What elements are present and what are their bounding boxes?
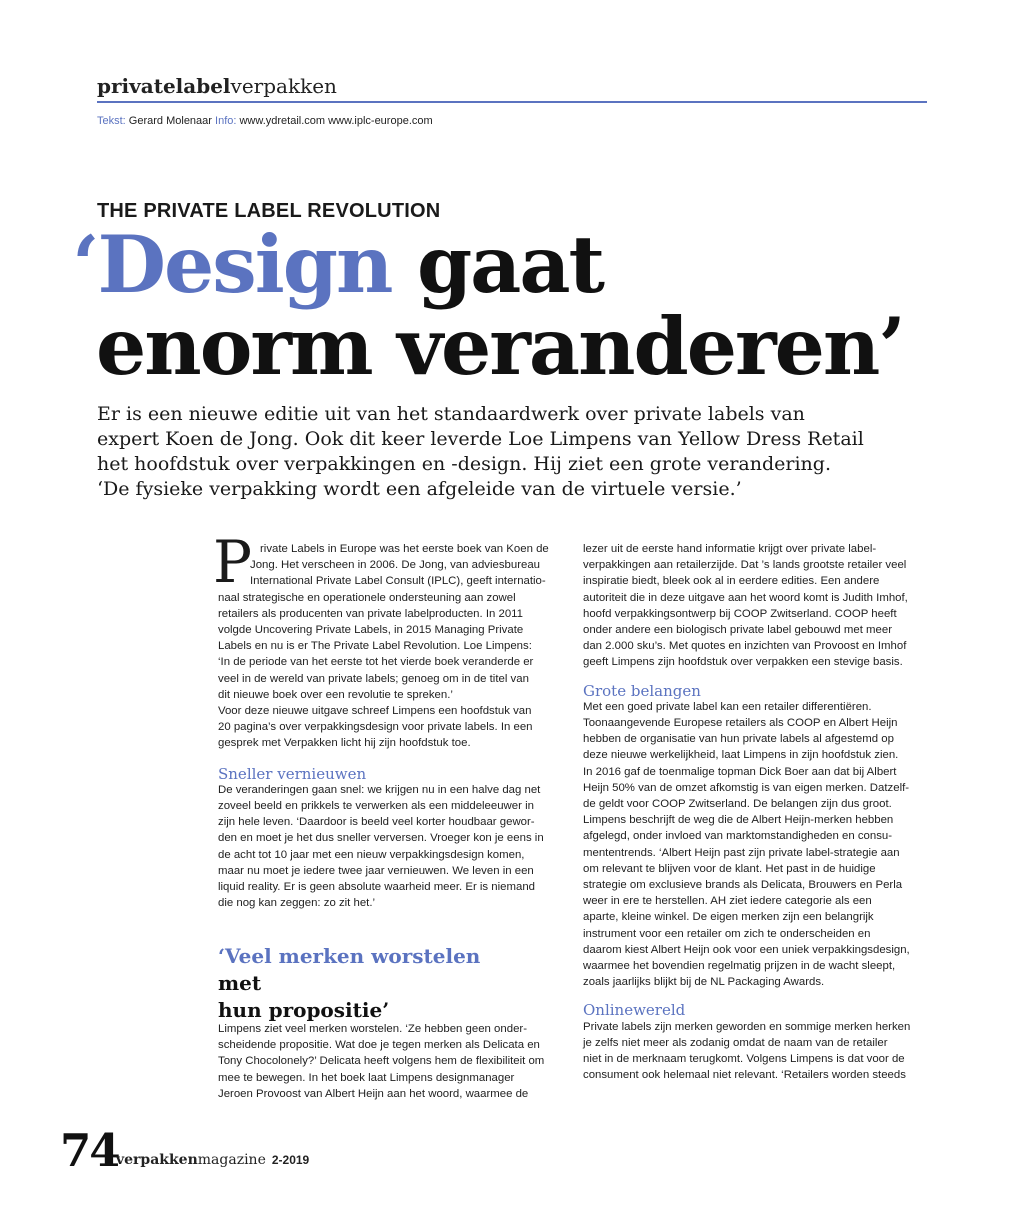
body-line: International Private Label Consult (IPLC), geeft internatio- — [250, 575, 546, 588]
body-line: dit nieuwe boek over een revolutie te spreken.’ — [218, 688, 453, 701]
pull-quote-line2: hun propositie’ — [218, 998, 390, 1022]
magazine-name-bold: verpakken — [116, 1152, 198, 1168]
body-line: scheidende propositie. Wat doe je tegen merken als Delicata en — [218, 1039, 540, 1052]
body-line: waarmee het bovendien regelmatig prijzen in de wacht sleept, — [583, 960, 896, 973]
body-line: Labels en nu is er The Private Label Revolution. Loe Limpens: — [218, 640, 532, 653]
body-line: zoals jaarlijks blijkt bij de NL Packaging Awards. — [583, 976, 825, 989]
body-line: hebben de organisatie van hun private labels al afgestemd op — [583, 733, 894, 746]
body-line: verpakkingen aan retailerzijde. Dat ’s lands grootste retailer veel — [583, 559, 907, 572]
body-line: strategie om exclusieve brands als Delicata, Brouwers en Perla — [583, 879, 903, 892]
body-line: Limpens ziet veel merken worstelen. ‘Ze hebben geen onder- — [218, 1023, 527, 1035]
body-line: Tony Chocolonely?’ Delicata heeft volgens hem de flexibiliteit om — [218, 1055, 545, 1068]
body-line: dan 2.000 sku’s. Met quotes en inzichten van Provoost en Imhof — [583, 640, 907, 653]
pull-quote-accent: ‘Veel merken worstelen — [218, 944, 481, 968]
body-line: niet in de merknaam terugkomt. Volgens Limpens is dat voor de — [583, 1053, 905, 1066]
body-line: je zelfs niet meer als zodanig omdat de naam van de retailer — [583, 1036, 888, 1049]
subheading-grote-belangen: Grote belangen — [583, 681, 701, 700]
body-line: hoofd verpakkingsontwerp bij COOP Zwitserland. COOP heeft — [583, 607, 897, 620]
headline-part1: gaat — [391, 218, 604, 311]
credit-text-label: Tekst: — [97, 115, 126, 127]
body-line: die nog kan zeggen: zo zit het.’ — [218, 897, 376, 910]
body-line: instrument voor een retailer om zich te onderscheiden en — [583, 927, 871, 940]
credit-info-label: Info: — [215, 115, 237, 127]
credits-line — [97, 115, 433, 127]
body-line: mententrends. ‘Albert Heijn past zijn private label-strategie aan — [583, 846, 900, 859]
body-line: De veranderingen gaan snel: we krijgen nu in een halve dag net — [218, 783, 541, 796]
body-line: Jeroen Provoost van Albert Heijn aan het woord, waarmee de — [218, 1087, 529, 1100]
article-intro — [97, 402, 917, 502]
section-title-rest: verpakken — [230, 74, 337, 98]
section-title-bold: privatelabel — [97, 74, 231, 98]
body-line: de geldt voor COOP Zwitserland. De belangen zijn dus groot. — [583, 798, 892, 811]
body-line: retailers als producenten van private labelproducten. In 2011 — [218, 607, 523, 620]
body-column-left — [218, 541, 568, 911]
body-line: gesprek met Verpakken licht hij zijn hoofdstuk toe. — [218, 737, 471, 750]
body-line: Jong. Het verscheen in 2006. De Jong, van adviesbureau — [250, 559, 541, 572]
body-line: maar nu moet je iedere twee jaar vernieuwen. We leven in een — [218, 864, 534, 877]
pull-quote-part1: met — [218, 971, 262, 995]
magazine-footer — [116, 1152, 309, 1168]
credit-author: Gerard Molenaar — [128, 115, 212, 127]
body-line: liquid reality. Er is geen absolute waarheid meer. Er is niemand — [218, 881, 535, 894]
subheading-onlinewereld: Onlinewereld — [583, 1001, 686, 1020]
article-headline — [72, 218, 972, 393]
body-line: aparte, kleine winkel. De eigen merken zijn een belangrijk — [583, 911, 874, 924]
body-line: Voor deze nieuwe uitgave schreef Limpens een hoofdstuk van — [218, 705, 532, 718]
page-number: 74 — [60, 1124, 119, 1177]
body-line: consument ook helemaal niet relevant. ‘Retailers worden steeds — [583, 1069, 906, 1082]
body-line: Private labels zijn merken geworden en sommige merken herken — [583, 1020, 911, 1033]
body-line: zoveel beeld en prikkels te verwerken als een middeleeuwer in — [218, 800, 534, 813]
magazine-name-rest: magazine — [197, 1152, 266, 1168]
intro-line: het hoofdstuk over verpakkingen en -design. Hij ziet een grote verandering. — [97, 453, 831, 475]
body-line: inspiratie biedt, bleek ook al in eerdere edities. Een andere — [583, 575, 880, 588]
body-line: geeft Limpens zijn hoofdstuk over verpakken een stevige basis. — [583, 656, 903, 669]
header-divider — [97, 101, 927, 103]
body-line: veel in de wereld van private labels; genoeg om in de titel van — [218, 672, 529, 685]
body-line: Met een goed private label kan een retailer differentiëren. — [583, 700, 872, 713]
body-line: deze nieuwe werkelijkheid, laat Limpens in zijn hoofdstuk zien. — [583, 749, 899, 762]
body-line: Limpens beschrijft de weg die de Albert Heijn-merken hebben — [583, 814, 894, 827]
body-line: rivate Labels in Europe was het eerste boek van Koen de — [260, 543, 549, 555]
body-column-left-continued — [218, 1021, 568, 1102]
credit-info-links: www.ydretail.com www.iplc-europe.com — [239, 115, 433, 127]
body-line: Toonaangevende Europese retailers als COOP en Albert Heijn — [583, 717, 898, 730]
issue-number: 2-2019 — [271, 1153, 310, 1167]
body-line: autoriteit die in deze uitgave aan het woord komt is Judith Imhof, — [583, 591, 908, 604]
body-line: afgelegd, onder invloed van marktomstandigheden en consu- — [583, 830, 893, 843]
body-line: ‘In de periode van het eerste tot het vierde boek veranderde er — [218, 656, 534, 669]
body-line: naal strategische en operationele ondersteuning aan zowel — [218, 591, 516, 604]
body-line: mee te bewegen. In het boek laat Limpens designmanager — [218, 1071, 515, 1084]
pull-quote — [218, 943, 558, 1024]
body-line: de acht tot 10 jaar met een nieuw verpakkingsdesign komen, — [218, 848, 525, 861]
body-line: 20 pagina’s over verpakkingsdesign voor private labels. In een — [218, 721, 533, 734]
headline-line2: enorm veranderen’ — [96, 300, 904, 393]
body-line: zijn hele leven. ‘Daardoor is beeld veel korter houdbaar gewor- — [218, 816, 535, 829]
body-line: volgde Uncovering Private Labels, in 2015 Managing Private — [218, 624, 524, 637]
body-line: onder andere een biologisch private label gebouwd met meer — [583, 624, 893, 637]
intro-line: ‘De fysieke verpakking wordt een afgeleide van de virtuele versie.’ — [97, 478, 742, 500]
body-line: weer in ere te herstellen. AH ziet iedere categorie als een — [583, 895, 872, 908]
subheading-sneller-vernieuwen: Sneller vernieuwen — [218, 764, 367, 783]
headline-accent: ‘Design — [72, 218, 392, 311]
body-line: In 2016 gaf de toenmalige topman Dick Boer aan dat bij Albert — [583, 765, 897, 778]
section-title — [97, 74, 337, 98]
body-line: lezer uit de eerste hand informatie krijgt over private label- — [583, 543, 877, 555]
body-line: den en moet je het dus sneller verversen. Vroeger kon je eens in — [218, 832, 544, 845]
body-line: Heijn 50% van de omzet afkomstig is van eigen merken. Datzelf- — [583, 781, 910, 794]
body-column-right — [583, 541, 933, 1084]
intro-line: expert Koen de Jong. Ook dit keer leverde Loe Limpens van Yellow Dress Retail — [97, 428, 864, 450]
intro-line: Er is een nieuwe editie uit van het standaardwerk over private labels van — [97, 403, 805, 425]
drop-cap: P — [213, 528, 253, 596]
body-line: daarom kiest Albert Heijn ook voor een uniek verpakkingsdesign, — [583, 943, 910, 956]
body-line: om relevant te blijven voor de klant. Het past in de huidige — [583, 862, 876, 875]
article-kicker: THE PRIVATE LABEL REVOLUTION — [97, 200, 441, 222]
